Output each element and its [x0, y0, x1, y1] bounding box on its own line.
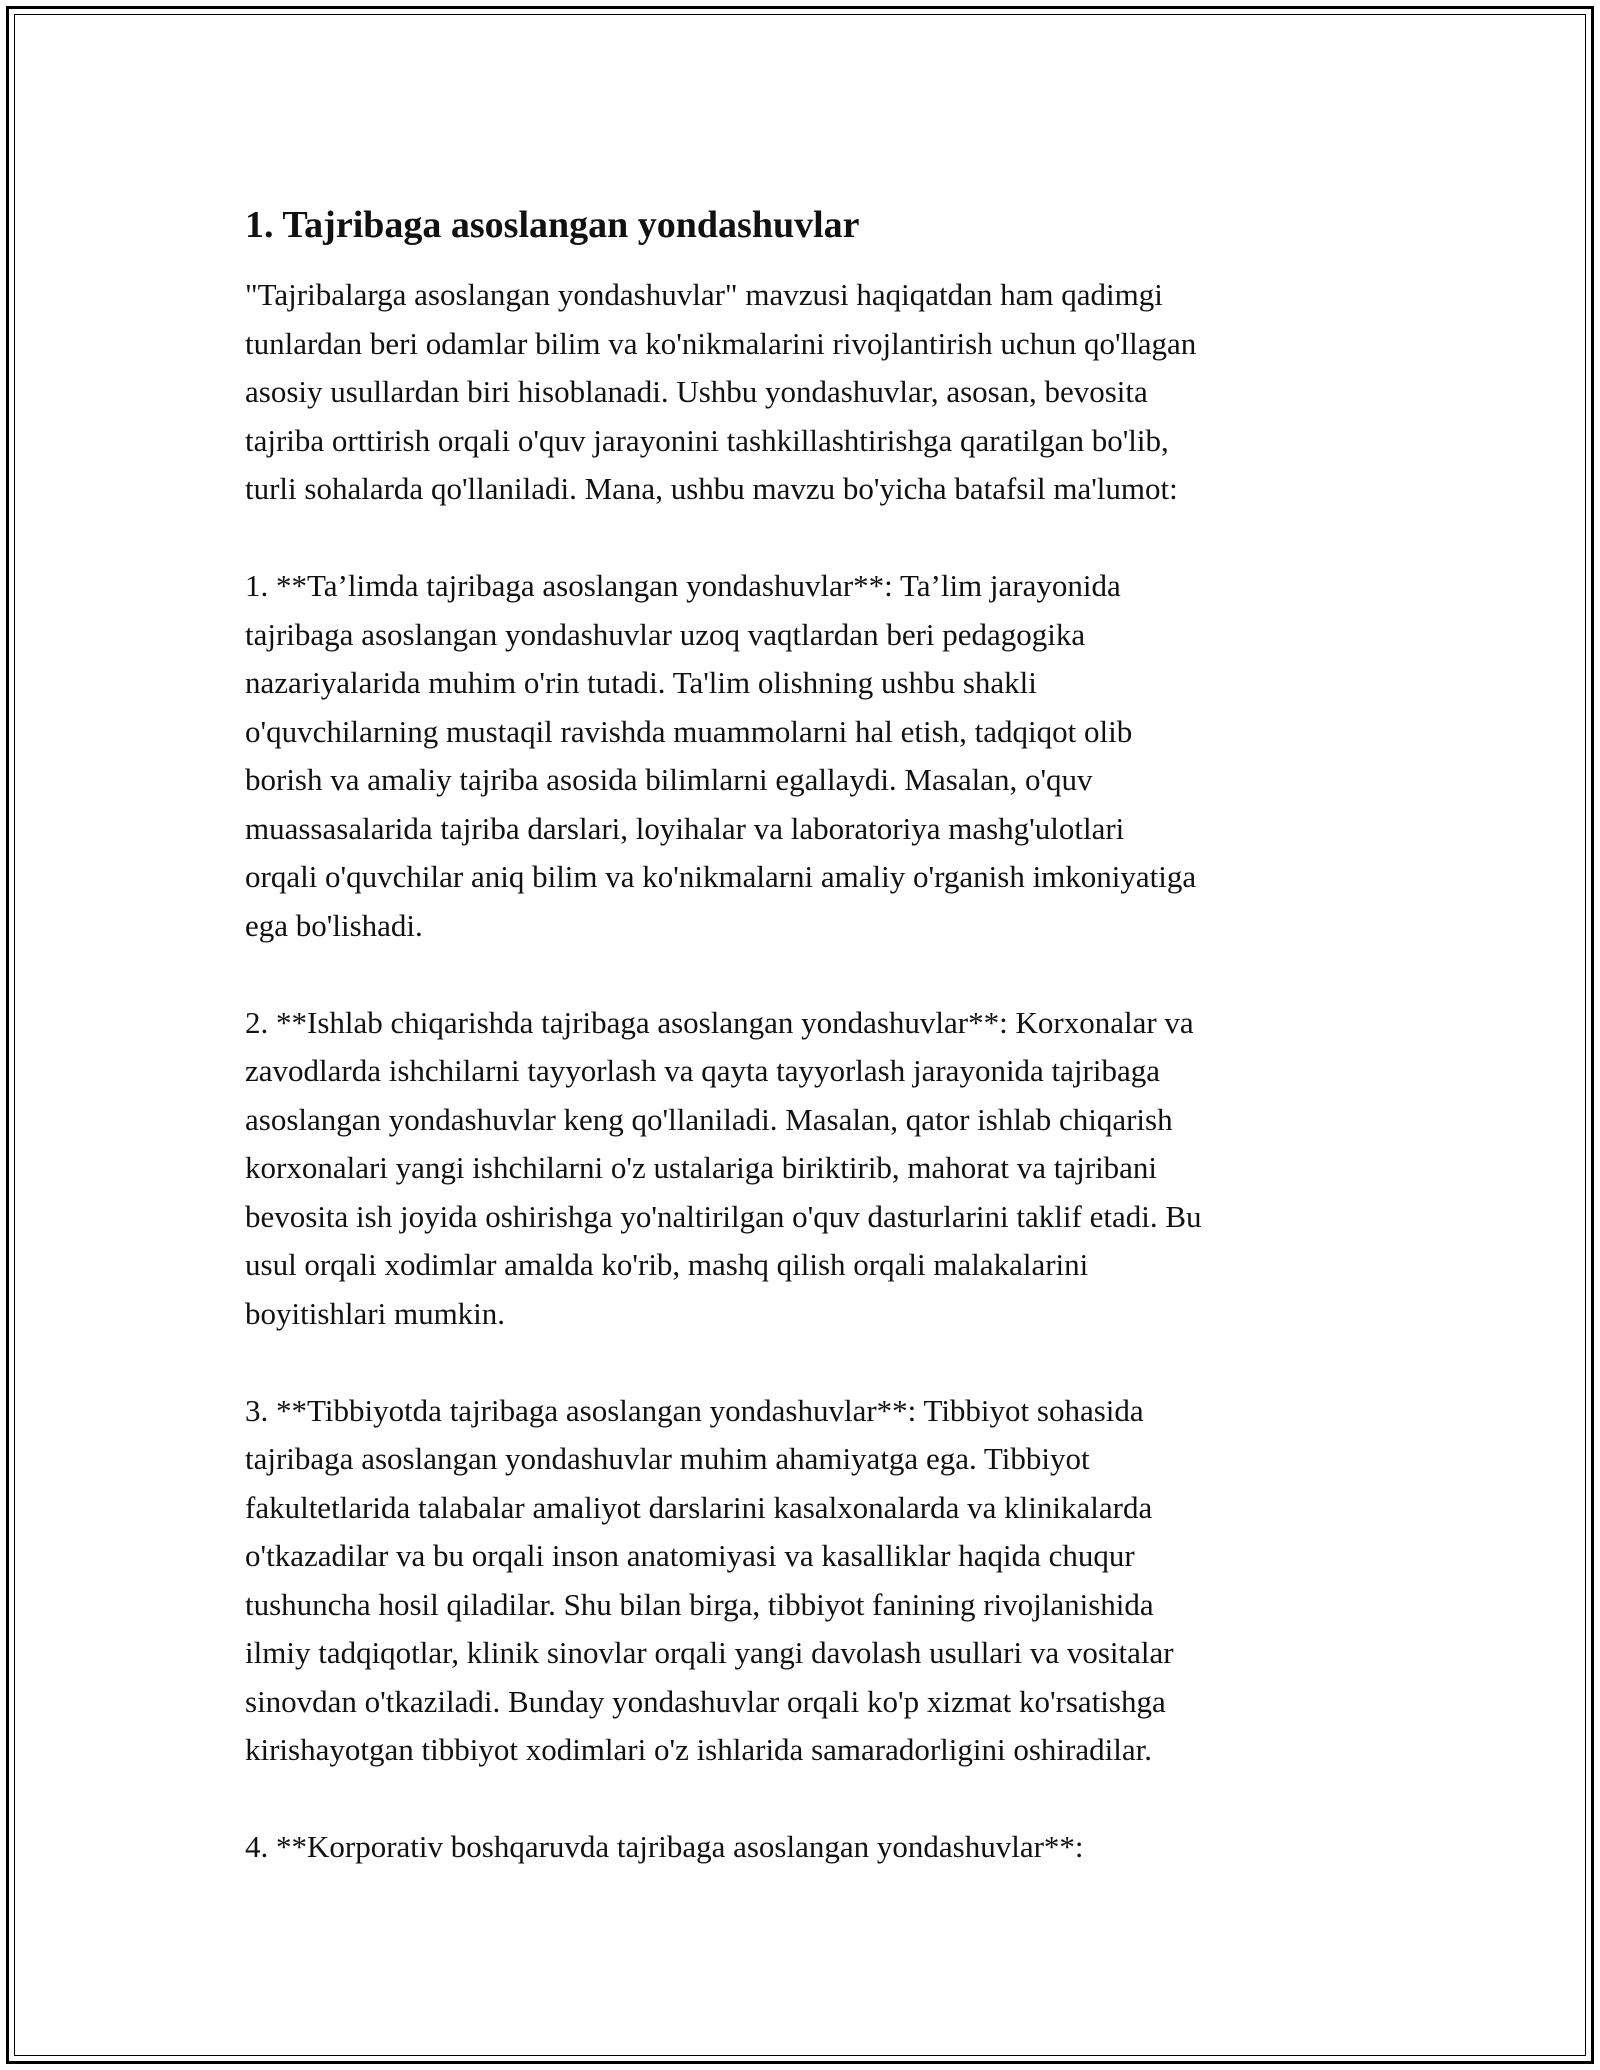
text-line: tushuncha hosil qiladilar. Shu bilan birga, tibbiyot fanining rivojlanishida: [245, 1586, 1154, 1622]
text-line: sinovdan o'tkaziladi. Bunday yondashuvlar orqali ko'p xizmat ko'rsatishga: [245, 1683, 1166, 1719]
text-line: usul orqali xodimlar amalda ko'rib, mashq qilish orqali malakalarini: [245, 1247, 1089, 1282]
document-title: 1. Tajribaga asoslangan yondashuvlar: [245, 204, 860, 246]
paragraph-item-4: [245, 1823, 1395, 1872]
text-line: fakultetlarida talabalar amaliyot darslarini kasalxonalarda va klinikalarda: [245, 1489, 1153, 1525]
text-line: ega bo'lishadi.: [245, 907, 423, 943]
text-line: o'quvchilarning mustaqil ravishda muammolarni hal etish, tadqiqot olib: [245, 713, 1133, 749]
text-line: bevosita ish joyida oshirishga yo'naltirilgan o'quv dasturlarini taklif etadi. Bu: [245, 1198, 1202, 1234]
text-line: asosiy usullardan biri hisoblanadi. Ushbu yondashuvlar, asosan, bevosita: [245, 374, 1148, 409]
text-line: zavodlarda ishchilarni tayyorlash va qayta tayyorlash jarayonida tajribaga: [245, 1053, 1160, 1088]
text-line: tajriba orttirish orqali o'quv jarayonini tashkillashtirishga qaratilgan bo'lib,: [245, 422, 1169, 458]
text-line: boyitishlari mumkin.: [245, 1295, 506, 1331]
text-line: ilmiy tadqiqotlar, klinik sinovlar orqali yangi davolash usullari va vositalar: [245, 1635, 1174, 1670]
text-line: nazariyalarida muhim o'rin tutadi. Ta'lim olishning ushbu shakli: [245, 665, 1037, 700]
text-line: borish va amaliy tajriba asosida bilimlarni egallaydi. Masalan, o'quv: [245, 762, 1093, 797]
text-line: korxonalari yangi ishchilarni o'z ustalariga biriktirib, mahorat va tajribani: [245, 1150, 1158, 1185]
text-line: tunlardan beri odamlar bilim va ko'nikmalarini rivojlantirish uchun qo'llagan: [245, 325, 1197, 361]
text-line: turli sohalarda qo'llaniladi. Mana, ushbu mavzu bo'yicha batafsil ma'lumot:: [245, 471, 1178, 506]
text-line: 4. **Korporativ boshqaruvda tajribaga asoslangan yondashuvlar**:: [245, 1829, 1084, 1864]
text-line: o'tkazadilar va bu orqali inson anatomiyasi va kasalliklar haqida chuqur: [245, 1538, 1135, 1573]
paragraph-intro: [245, 271, 1395, 514]
text-line: tajribaga asoslangan yondashuvlar uzoq vaqtlardan beri pedagogika: [245, 616, 1086, 652]
text-line: "Tajribalarga asoslangan yondashuvlar" mavzusi haqiqatdan ham qadimgi: [245, 277, 1163, 312]
text-line: 3. **Tibbiyotda tajribaga asoslangan yondashuvlar**: Tibbiyot sohasida: [245, 1392, 1144, 1428]
document-body: [245, 201, 1395, 1872]
text-line: tajribaga asoslangan yondashuvlar muhim ahamiyatga ega. Tibbiyot: [245, 1441, 1090, 1476]
text-line: orqali o'quvchilar aniq bilim va ko'nikmalarni amaliy o'rganish imkoniyatiga: [245, 859, 1197, 894]
page-frame: [6, 6, 1594, 2064]
text-line: 2. **Ishlab chiqarishda tajribaga asoslangan yondashuvlar**: Korxonalar va: [245, 1004, 1194, 1040]
paragraph-item-3: [245, 1387, 1395, 1775]
text-line: muassasalarida tajriba darslari, loyihalar va laboratoriya mashg'ulotlari: [245, 810, 1125, 846]
paragraph-item-2: [245, 999, 1395, 1339]
text-line: kirishayotgan tibbiyot xodimlari o'z ishlarida samaradorligini oshiradilar.: [245, 1732, 1152, 1767]
text-line: asoslangan yondashuvlar keng qo'llaniladi. Masalan, qator ishlab chiqarish: [245, 1101, 1173, 1137]
paragraph-item-1: [245, 562, 1395, 950]
text-line: 1. **Ta’limda tajribaga asoslangan yondashuvlar**: Ta’lim jarayonida: [245, 568, 1121, 603]
